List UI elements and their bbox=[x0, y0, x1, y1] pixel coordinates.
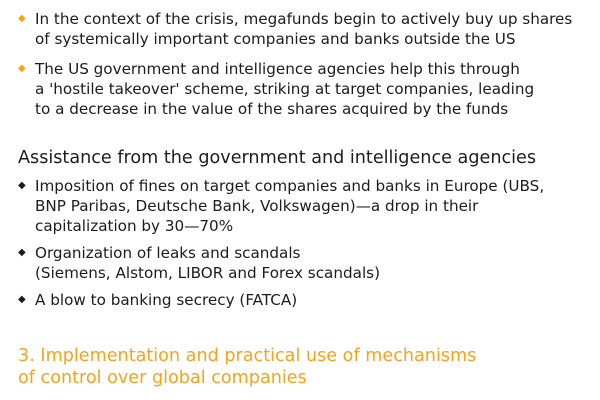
diamond-bullet-icon: ◆ bbox=[18, 63, 26, 74]
bullet-text: Imposition of fines on target companies and banks in Europe (UBS, BNP Paribas, Deutsche Bank, Volkswagen)—a drop in their capitalization by 30—70% bbox=[35, 177, 545, 235]
section-3-title: 3. Implementation and practical use of mechanisms of control over global companies bbox=[18, 346, 477, 388]
intro-bullet-1 bbox=[18, 9, 588, 49]
bullet-text: A blow to banking secrecy (FATCA) bbox=[35, 291, 298, 309]
bullet-text: In the context of the crisis, megafunds begin to actively buy up shares of systemically important companies and banks outside the US bbox=[35, 10, 573, 48]
assistance-item-fatca bbox=[18, 290, 593, 310]
assistance-heading: Assistance from the government and intelligence agencies bbox=[18, 148, 537, 168]
bullet-text: The US government and intelligence agencies help this through a 'hostile takeover' scheme, striking at target companies, leading to a decrease in the value of the shares acquired by the funds bbox=[35, 60, 535, 118]
diamond-bullet-icon: ◆ bbox=[18, 13, 26, 24]
bullet-text: Organization of leaks and scandals (Siemens, Alstom, LIBOR and Forex scandals) bbox=[35, 244, 380, 282]
diamond-bullet-icon: ◆ bbox=[18, 294, 26, 305]
diamond-bullet-icon: ◆ bbox=[18, 247, 26, 258]
diamond-bullet-icon: ◆ bbox=[18, 180, 26, 191]
intro-bullet-2 bbox=[18, 59, 588, 119]
assistance-item-fines bbox=[18, 176, 593, 236]
assistance-item-leaks bbox=[18, 243, 593, 283]
